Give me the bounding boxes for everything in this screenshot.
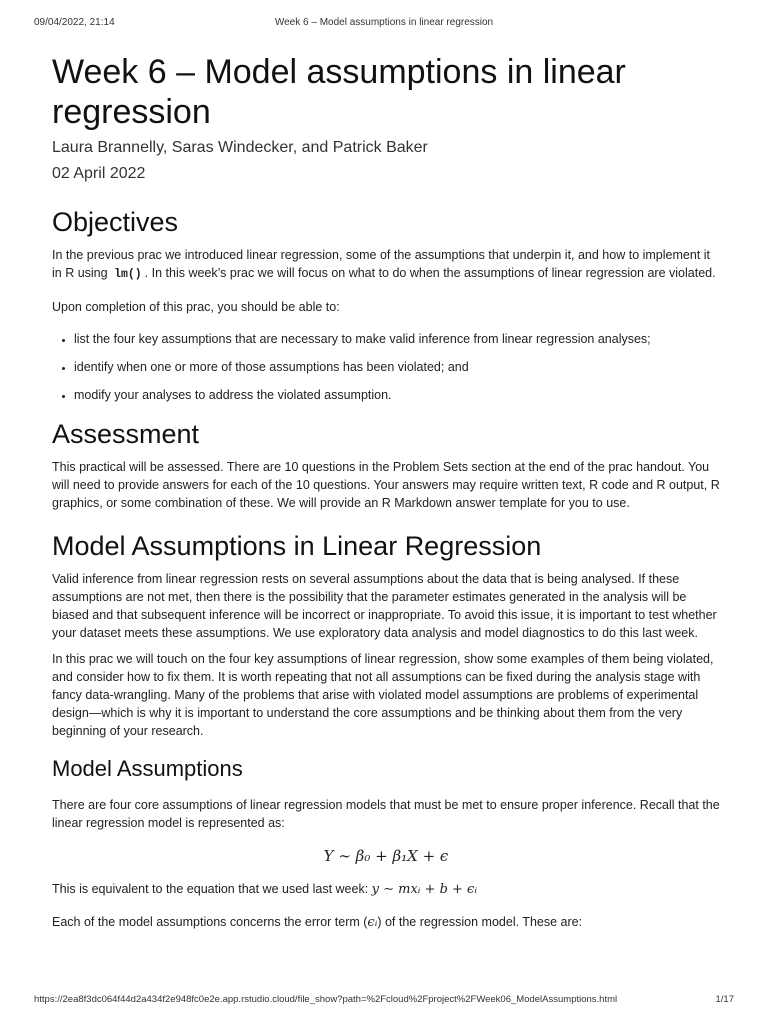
assessment-heading: Assessment: [52, 419, 200, 449]
print-title: Week 6 – Model assumptions in linear regression: [274, 17, 494, 28]
objectives-heading: Objectives: [52, 207, 179, 237]
list-item: • list the four key assumptions that are necessary to make valid inference from linear regression analyses;: [74, 330, 720, 348]
page-title: Week 6 – Model assumptions in linear regression: [52, 53, 626, 131]
objectives-list: [52, 330, 720, 404]
model-assumptions-lr-paragraph-1: Valid inference from linear regression rests on several assumptions about the data that is being analysed. If these assumptions are not met, then there is the possibility that the parameter estimates generated in the analysis will be biased and that subsequent inference will be incorrect or inappropriate. To avoid this issue, it is important to test whether your dataset meets these assumptions. We use exploratory data analysis and model diagnostics to do this last week.: [52, 572, 717, 640]
model-assumptions-paragraph-3: Each of the model assumptions concerns the error term (ϵᵢ) of the regression model. These are:: [52, 915, 583, 930]
list-item: • modify your analyses to address the violated assumption.: [74, 386, 720, 404]
authors: Laura Brannelly, Saras Windecker, and Patrick Baker: [52, 139, 428, 156]
print-footer: [34, 994, 734, 1008]
document-body: [52, 52, 720, 932]
regression-equation: Y ∼ β₀ + β₁X + ϵ: [323, 847, 449, 865]
lm-code: lm(): [114, 268, 142, 281]
model-assumptions-heading: Model Assumptions: [52, 756, 243, 781]
model-assumptions-paragraph-1: There are four core assumptions of linear regression models that must be met to ensure proper inference. Recall that the linear regression model is represented as:: [52, 798, 720, 830]
model-assumptions-paragraph-2: This is equivalent to the equation that we used last week: y ∼ mxᵢ + b + ϵᵢ: [52, 882, 477, 897]
model-assumptions-lr-heading: Model Assumptions in Linear Regression: [52, 531, 542, 561]
print-header: [34, 17, 734, 31]
error-term: ϵᵢ: [367, 915, 378, 930]
page-url: https://2ea8f3dc064f44d2a434f2e948fc0e2e.app.rstudio.cloud/file_show?path=%2Fcloud%2Fproject%2FWeek06_ModelAssumptions.html: [34, 994, 618, 1005]
page-number: 1/17: [715, 994, 734, 1005]
print-date: 09/04/2022, 21:14: [34, 17, 115, 28]
publish-date: 02 April 2022: [52, 165, 146, 182]
assessment-paragraph: This practical will be assessed. There are 10 questions in the Problem Sets section at the end of the prac handout. You will need to provide answers for each of the 10 questions. Your answers may require written text, R code and R output, R graphics, or some combination of these. We will provide an R Markdown answer template for you to use.: [52, 460, 720, 510]
objectives-paragraph-2: Upon completion of this prac, you should be able to:: [52, 300, 340, 314]
model-assumptions-lr-paragraph-2: In this prac we will touch on the four key assumptions of linear regression, show some examples of them being violated, and consider how to fix them. It is worth repeating that not all assumptions can be fixed during the analysis stage with fancy data-wrangling. Many of the problems that arise with violated model assumptions are problems of experimental design—which is why it is important to understand the core assumptions and be thinking about them from the very beginning of your research.: [52, 652, 714, 738]
inline-equation: y ∼ mxᵢ + b + ϵᵢ: [371, 882, 477, 897]
objectives-paragraph-1: In the previous prac we introduced linear regression, some of the assumptions that underpin it, and how to implement it in R using lm() . In this week’s prac we will focus on what to do when the assumptions of linear regression are violated.: [52, 248, 716, 281]
list-item: • identify when one or more of those assumptions has been violated; and: [74, 358, 720, 376]
